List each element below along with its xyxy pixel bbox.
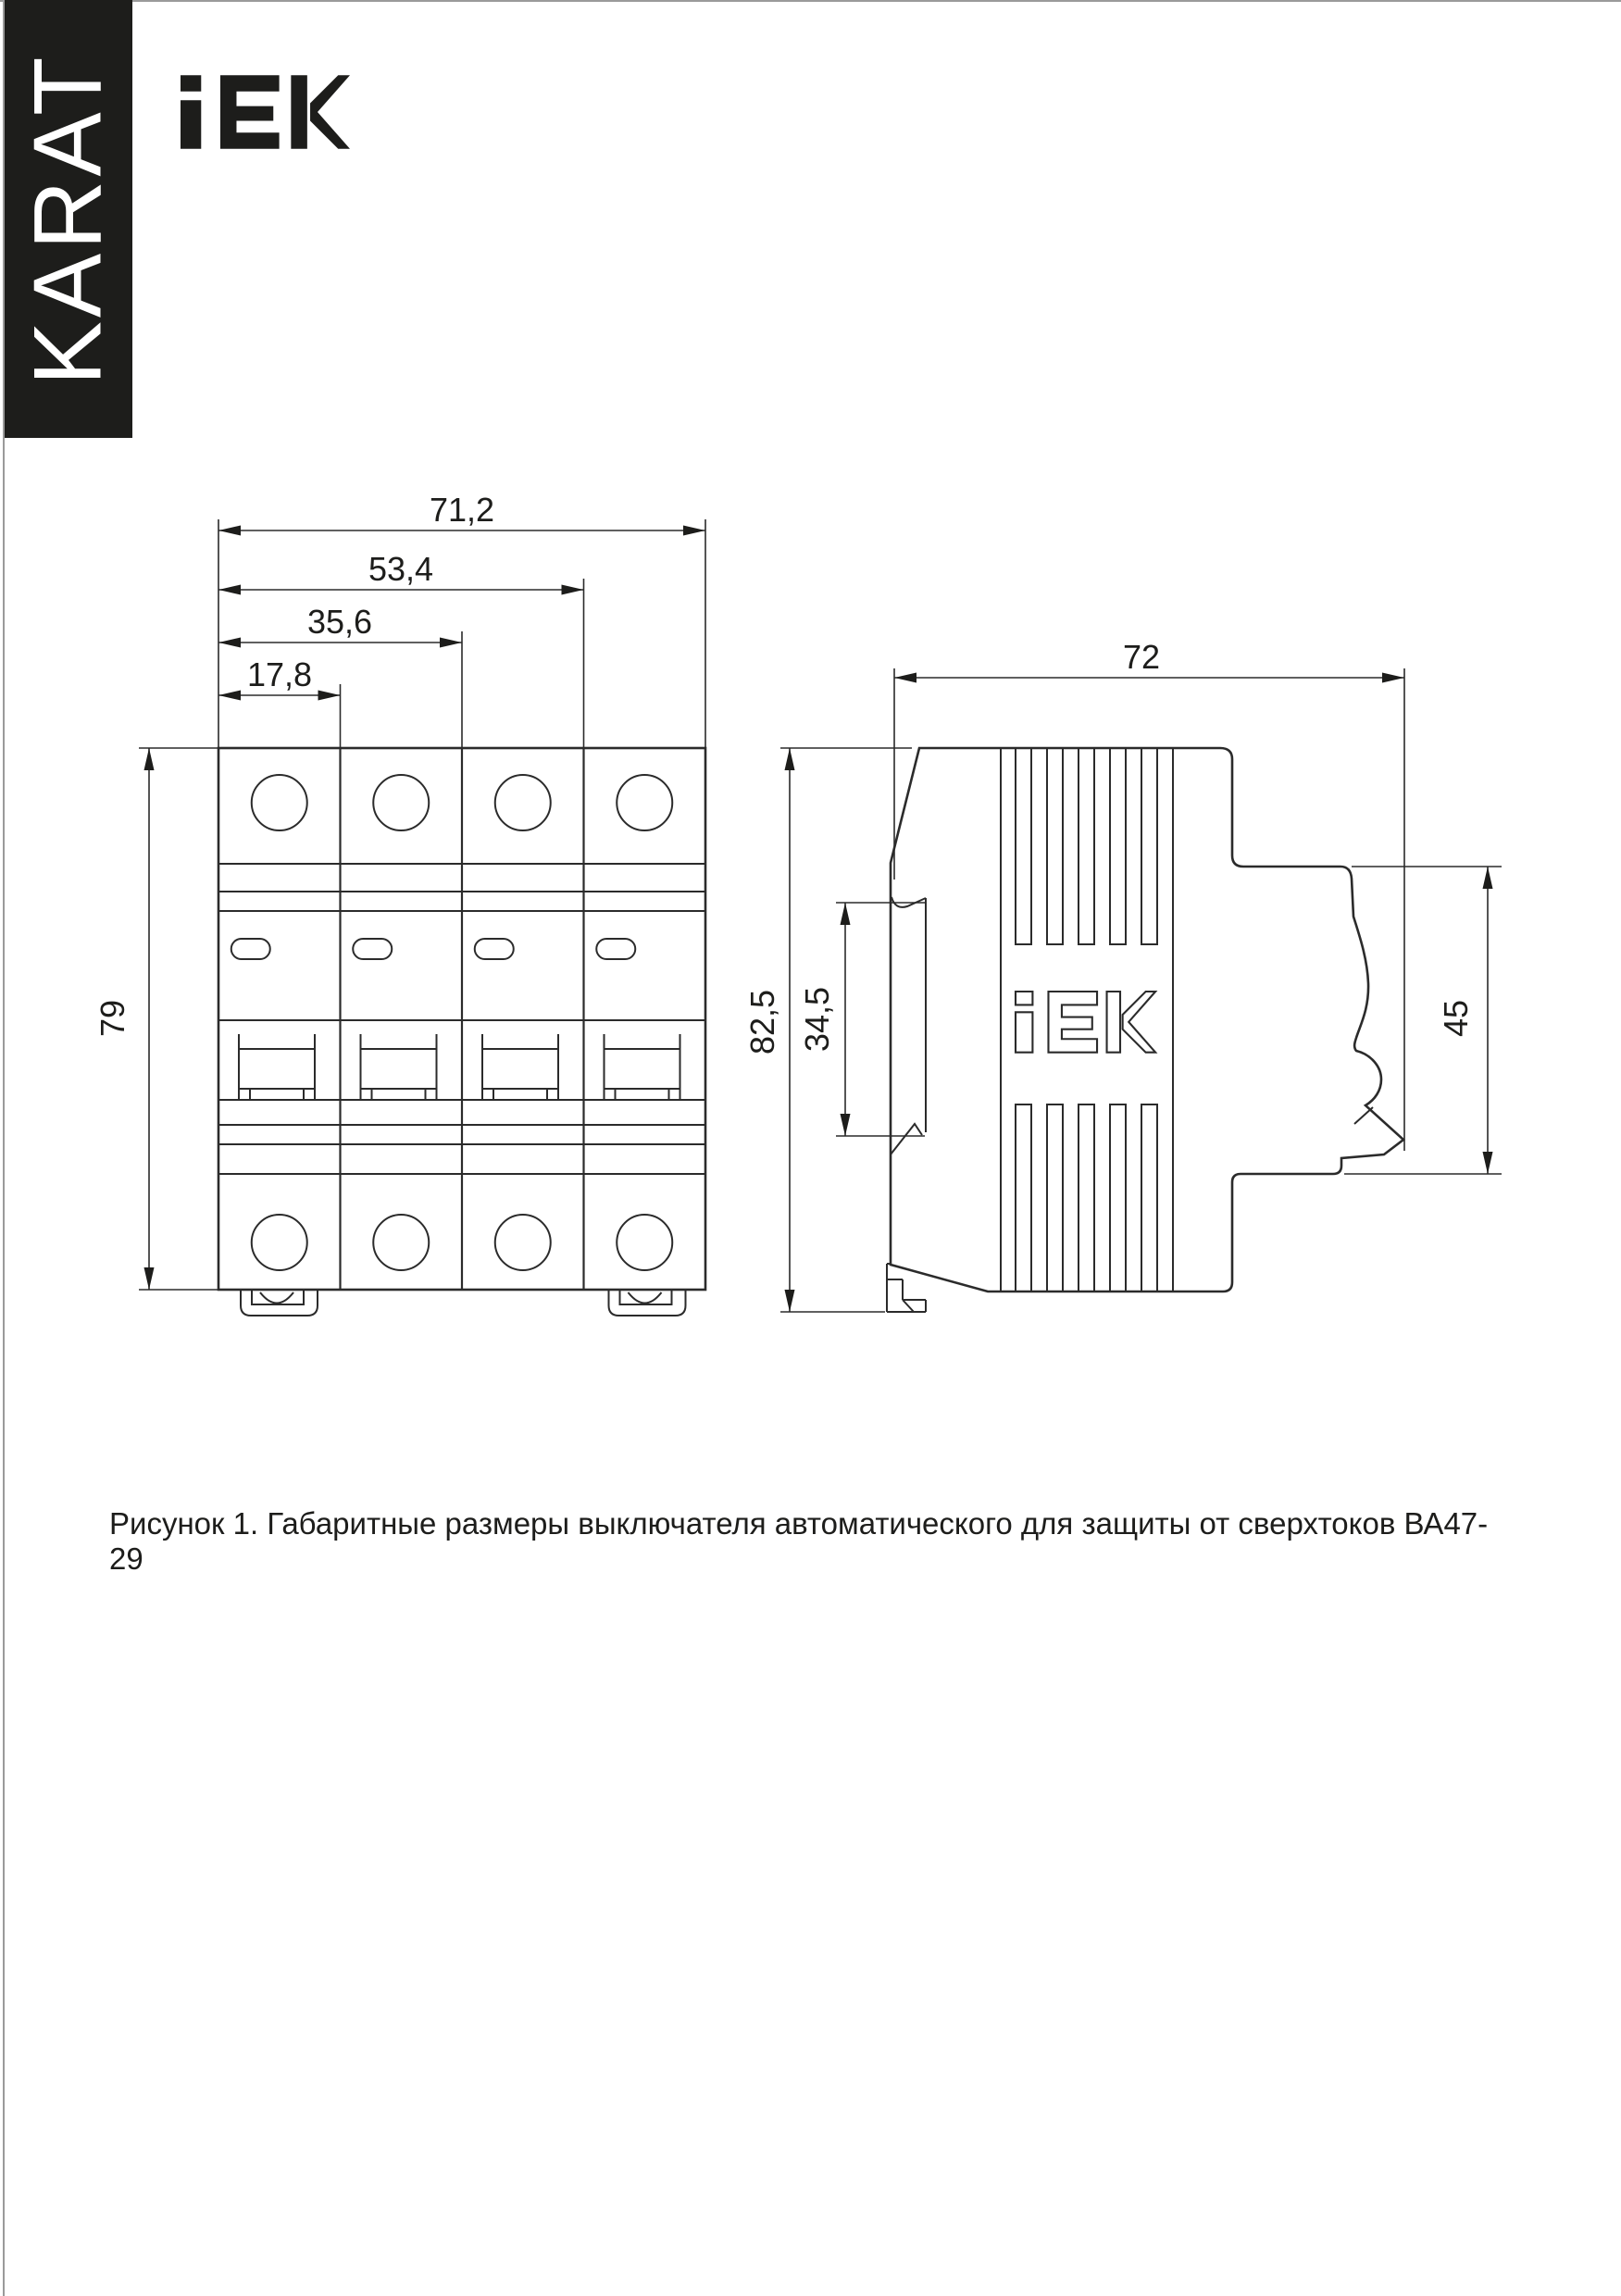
iek-logo-k-stem: [1107, 992, 1120, 1053]
iek-logo-i-stem: [1016, 1012, 1032, 1052]
terminal-screw-hole: [617, 775, 672, 830]
dim-front-height: 79: [94, 999, 131, 1038]
dim-three-pole-width: 53,4: [368, 550, 434, 588]
terminal-screw-hole: [373, 1215, 429, 1270]
vent-slots-bottom: [1016, 1104, 1157, 1292]
toggle-lever: [605, 1034, 680, 1100]
iek-logo-i-dot: [1016, 992, 1032, 1004]
iek-logo-outline: [1016, 992, 1155, 1053]
indicator-window: [596, 939, 635, 959]
panel-edges: [1001, 748, 1173, 1292]
iek-logo-e: [1048, 992, 1097, 1053]
toggle-lever: [482, 1034, 558, 1100]
dim-rail-section-height: 34,5: [798, 986, 836, 1053]
dim-total-width: 71,2: [429, 491, 495, 529]
toggle-lever: [361, 1034, 437, 1100]
side-view: [887, 748, 1403, 1312]
pole-dividers: [341, 748, 584, 1290]
side-outline: [891, 748, 1403, 1292]
brand-sidebar-label: KARAT: [14, 52, 122, 386]
front-view-dimensions: [94, 491, 705, 1290]
terminal-screw-hole: [617, 1215, 672, 1270]
indicator-window: [353, 939, 392, 959]
dim-two-pole-width: 35,6: [306, 603, 373, 641]
vent-slots-top: [1016, 748, 1157, 944]
dim-total-height: 82,5: [743, 989, 781, 1055]
terminal-screw-hole: [495, 775, 551, 830]
dim-depth: 72: [1122, 638, 1161, 676]
din-rail-channel: [887, 897, 926, 1312]
figure-caption: Рисунок 1. Габаритные размеры выключателя автоматического для защиты от сверхтоков ВА47-29: [109, 1506, 1489, 1576]
dim-front-face-height: 45: [1437, 999, 1475, 1038]
front-view: [218, 748, 705, 1316]
indicator-window: [231, 939, 270, 959]
terminal-screw-hole: [373, 775, 429, 830]
dim-one-pole-width: 17,8: [246, 655, 313, 693]
terminal-claw-inner: [1354, 1107, 1373, 1124]
terminal-screw-hole: [495, 1215, 551, 1270]
toggle-lever: [239, 1034, 315, 1100]
din-clip: [609, 1290, 686, 1316]
terminal-screw-hole: [252, 1215, 307, 1270]
side-view-dimensions: [743, 638, 1502, 1312]
dimension-arrowheads: [144, 526, 706, 1291]
terminal-screw-hole: [252, 775, 307, 830]
din-clip: [241, 1290, 318, 1316]
indicator-window: [475, 939, 514, 959]
iek-logo-k-arms: [1123, 992, 1155, 1053]
